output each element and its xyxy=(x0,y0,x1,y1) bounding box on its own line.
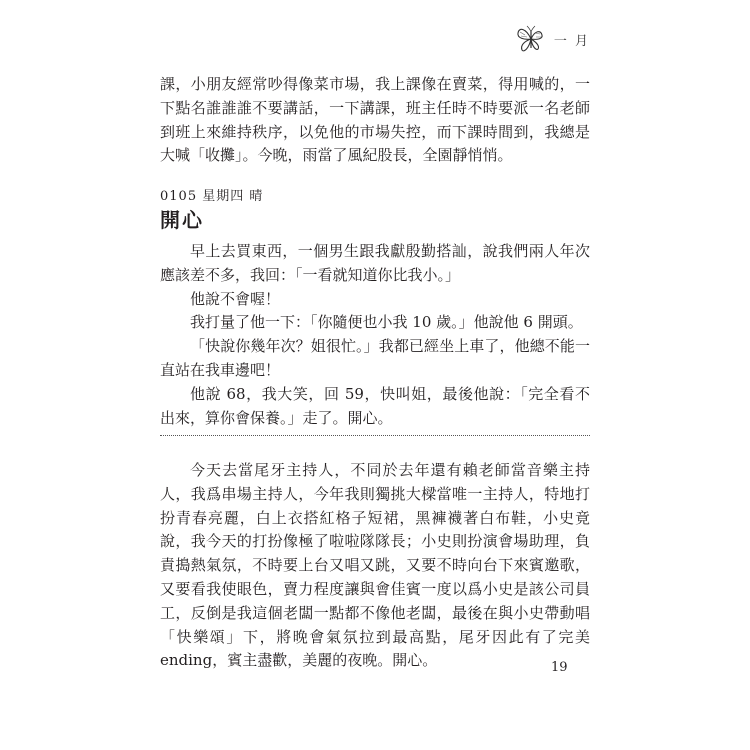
entry-body xyxy=(160,240,590,430)
entry-paragraph: 早上去買東西，一個男生跟我獻殷勤搭訕，說我們兩人年次應該差不多，我回：「一看就知道你比我小。」 xyxy=(160,242,590,284)
entry-paragraph: 他說不會喔！ xyxy=(190,289,281,308)
paragraph-after-divider: 今天去當尾牙主持人，不同於去年還有賴老師當音樂主持人，我爲串場主持人，今年我則獨挑大樑當唯一主持人，特地打扮青春亮麗，白上衣搭紅格子短裙，黑褲襪著白布鞋，小史竟說，我今天的打扮像極了啦啦隊隊長；小史則扮演會場助理，負責搗熱氣氛，不時要上台又唱又跳，又要不時向台下來賓邀歌，又要看我使眼色，賣力程度讓與會佳賓一度以爲小史是該公司員工，反倒是我這個老闆一點都不像他老闆，最後在與小史帶動唱「快樂頌」下，將晚會氣氛拉到最高點，尾牙因此有了完美 ending，賓主盡歡，美麗的夜晚。開心。 xyxy=(160,461,590,670)
entry-paragraph: 我打量了他一下：「你隨便也小我 10 歲。」他說他 6 開頭。 xyxy=(190,313,583,332)
dotted-divider xyxy=(160,435,590,436)
entry-date: 0105 星期四 晴 xyxy=(160,189,264,204)
entry-title: 開心 xyxy=(160,208,204,232)
running-header xyxy=(516,24,590,54)
chapter-label: 一 月 xyxy=(553,33,590,49)
entry-paragraph: 他說 68，我大笑，回 59，快叫姐，最後他說：「完全看不出來，算你會保養。」走了。開心。 xyxy=(160,384,590,427)
page-number: 19 xyxy=(551,660,568,675)
butterfly-icon xyxy=(516,24,546,54)
entry-paragraph: 「快說你幾年次？姐很忙。」我都已經坐上車了，他總不能一直站在我車邊吧！ xyxy=(160,337,590,379)
paragraph-continued: 課，小朋友經常吵得像菜市場，我上課像在賣菜，得用喊的，一下點名誰誰誰不要講話，一下講課，班主任時不時要派一名老師到班上來維持秩序，以免他的市場失控，而下課時間到，我總是大喊「收攤」。今晚，雨當了風紀股長，全園靜悄悄。 xyxy=(160,75,590,165)
